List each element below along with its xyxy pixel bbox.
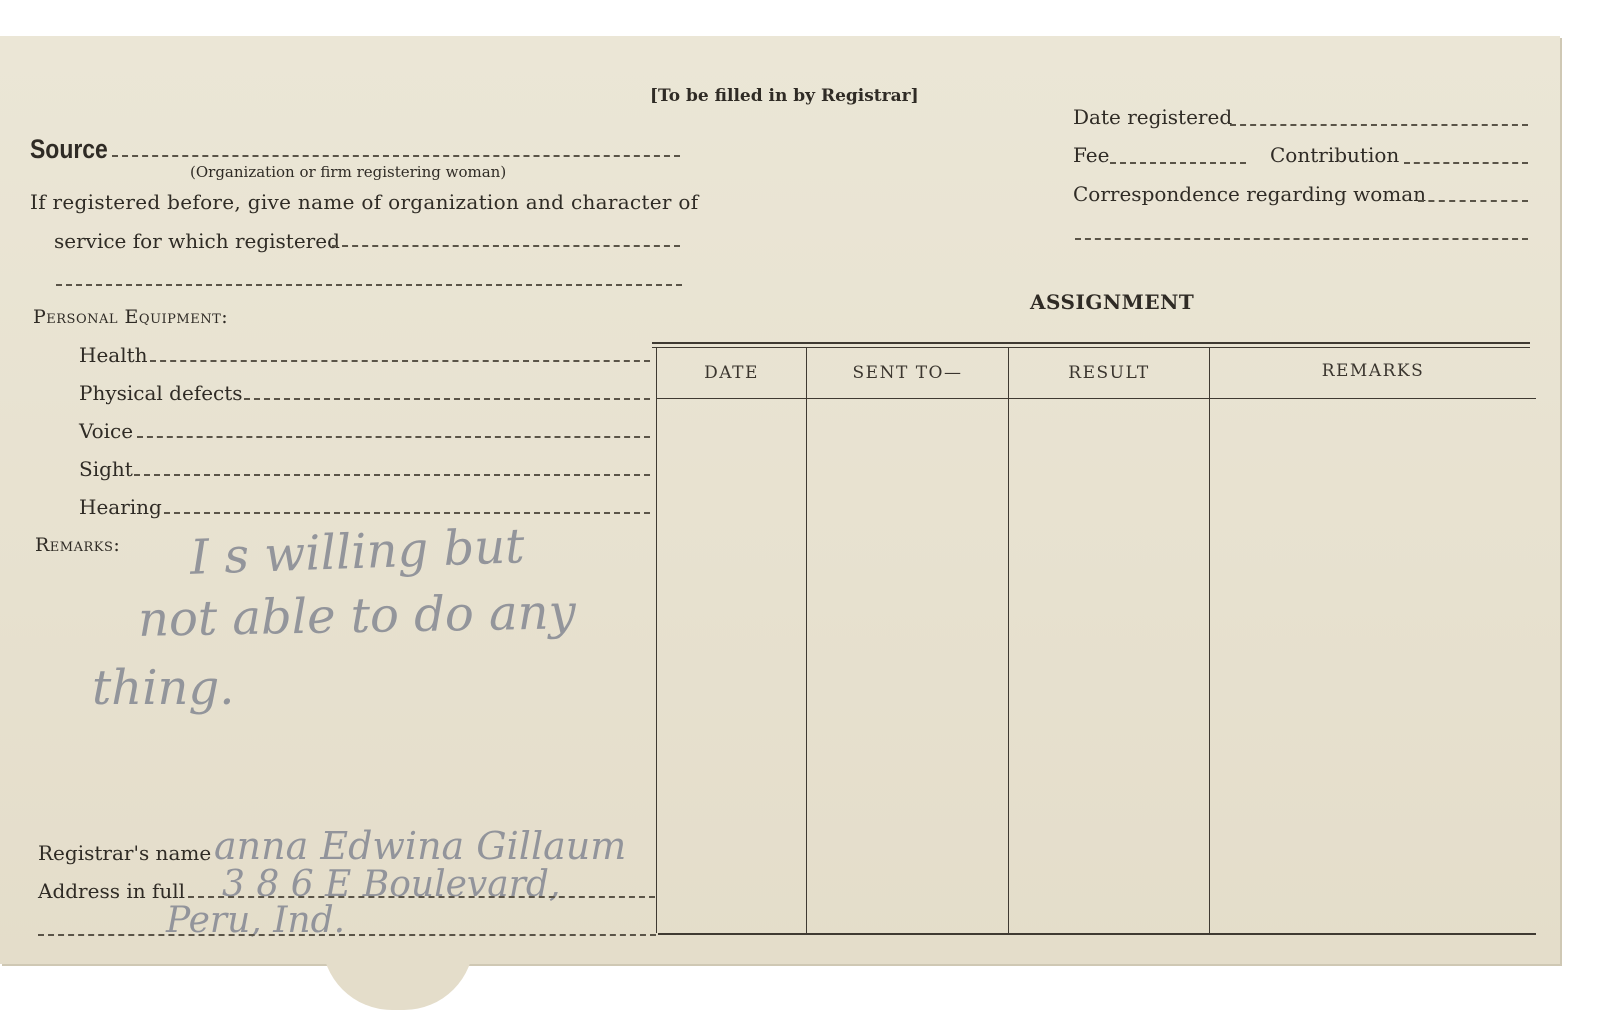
personal-equipment-heading: Personal Equipment: (33, 306, 229, 328)
table-col-border-1 (656, 347, 657, 933)
address-value-line-1: 3 8 6 E Boulevard, (222, 864, 561, 905)
registrar-note: [To be filled in by Registrar] (650, 86, 919, 106)
fee-label: Fee (1073, 143, 1110, 167)
correspondence-field-1[interactable] (1418, 200, 1528, 202)
registered-before-field-1[interactable] (332, 245, 680, 247)
address-value-line-2: Peru, Ind. (166, 900, 346, 941)
address-field-1[interactable] (188, 896, 655, 898)
sight-label: Sight (79, 457, 133, 481)
remarks-label: Remarks: (35, 534, 121, 556)
col-header-date: DATE (704, 363, 759, 383)
contribution-field[interactable] (1404, 162, 1528, 164)
table-col-border-3 (1008, 347, 1009, 933)
address-field-2[interactable] (38, 934, 656, 936)
card-tab (322, 940, 474, 1010)
correspondence-field-2[interactable] (1075, 238, 1528, 240)
voice-label: Voice (79, 419, 134, 443)
table-top-rule (652, 342, 1530, 344)
table-bottom-rule (658, 933, 1536, 935)
remarks-handwriting-line-1: I s willing but (189, 518, 526, 586)
table-top-rule-2 (652, 347, 1530, 348)
fee-field[interactable] (1110, 162, 1246, 164)
date-registered-label: Date registered (1073, 105, 1233, 129)
date-registered-field[interactable] (1230, 124, 1528, 126)
voice-field[interactable] (137, 436, 650, 438)
source-field[interactable] (112, 155, 680, 157)
hearing-label: Hearing (79, 495, 162, 519)
col-header-result: RESULT (1068, 363, 1150, 383)
source-label: Source (30, 134, 108, 164)
physical-defects-field[interactable] (244, 398, 650, 400)
address-label: Address in full (38, 879, 186, 903)
table-col-border-4 (1209, 347, 1210, 933)
source-sub-label: (Organization or firm registering woman) (190, 163, 507, 181)
registered-before-label-2: service for which registered (54, 229, 340, 253)
contribution-label: Contribution (1270, 143, 1400, 167)
remarks-handwriting-line-3: thing. (92, 660, 235, 716)
sight-field[interactable] (134, 474, 650, 476)
registrar-name-label: Registrar's name (38, 841, 212, 865)
registrar-name-value: anna Edwina Gillaum (214, 824, 627, 868)
table-col-border-2 (806, 347, 807, 933)
correspondence-label: Correspondence regarding woman (1073, 182, 1427, 206)
remarks-handwriting-line-2: not able to do any (137, 584, 577, 648)
hearing-field[interactable] (164, 512, 650, 514)
registered-before-label-1: If registered before, give name of organization and character of (30, 190, 699, 214)
physical-defects-label: Physical defects (79, 381, 243, 405)
health-field[interactable] (150, 360, 650, 362)
health-label: Health (79, 343, 148, 367)
assignment-title: ASSIGNMENT (1030, 290, 1195, 314)
table-header-rule (656, 398, 1536, 399)
col-header-sent-to: SENT TO— (852, 363, 963, 383)
registered-before-field-2[interactable] (56, 284, 682, 286)
col-header-remarks: REMARKS (1321, 361, 1425, 381)
